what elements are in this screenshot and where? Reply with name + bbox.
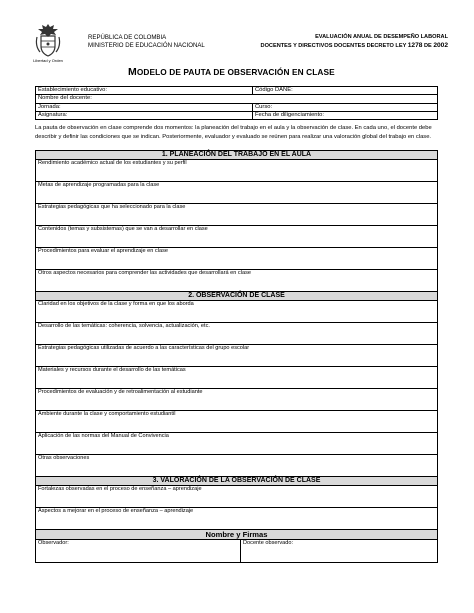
document-header <box>28 22 448 62</box>
form-row[interactable]: Metas de aprendizaje programadas para la clase <box>36 182 438 204</box>
form-row[interactable]: Procedimientos de evaluación y de retroalimentación al estudiante <box>36 389 438 411</box>
form-row[interactable]: Rendimiento académico actual de los estudiantes y su perfil <box>36 160 438 182</box>
docente-observado-signature-field[interactable]: Docente observado: <box>241 540 438 563</box>
seal-caption: Libertad y Orden <box>33 58 63 63</box>
observador-signature-field[interactable]: Observador: <box>36 540 241 563</box>
form-row[interactable]: Ambiente durante la clase y comportamiento estudiantil <box>36 411 438 433</box>
observation-table <box>35 150 438 563</box>
ministry-name: MINISTERIO DE EDUCACIÓN NACIONAL <box>88 41 205 49</box>
form-row[interactable]: Materiales y recursos durante el desarrollo de las temáticas <box>36 367 438 389</box>
form-row[interactable]: Estrategias pedagógicas utilizadas de acuerdo a las características del grupo escolar <box>36 345 438 367</box>
form-row[interactable]: Contenidos (temas y subsistemas) que se van a desarrollar en clase <box>36 226 438 248</box>
evaluation-title: EVALUACIÓN ANUAL DE DESEMPEÑO LABORAL <box>315 34 448 40</box>
general-info-table <box>35 86 438 120</box>
establecimiento-field[interactable]: Establecimiento educativo: <box>36 87 253 95</box>
document-title: MODELO DE PAUTA DE OBSERVACIÓN EN CLASE <box>128 66 335 78</box>
fecha-field[interactable]: Fecha de diligenciamiento: <box>253 111 438 119</box>
nombre-docente-field[interactable]: Nombre del docente: <box>36 95 438 103</box>
form-row[interactable]: Fortalezas observadas en el proceso de enseñanza – aprendizaje <box>36 486 438 508</box>
republic-name: REPÚBLICA DE COLOMBIA <box>88 34 167 41</box>
form-row[interactable]: Estrategias pedagógicas que ha seleccionado para la clase <box>36 204 438 226</box>
form-row[interactable]: Otros aspectos necesarios para comprender las actividades que desarrollará en clase <box>36 270 438 292</box>
evaluation-block <box>261 34 448 50</box>
form-row[interactable]: Aspectos a mejorar en el proceso de enseñanza – aprendizaje <box>36 508 438 530</box>
form-row[interactable]: Procedimientos para evaluar el aprendizaje en clase <box>36 248 438 270</box>
curso-field[interactable]: Curso: <box>253 103 438 111</box>
form-row[interactable]: Desarrollo de las temáticas: coherencia, solvencia, actualización, etc. <box>36 323 438 345</box>
codigo-dane-field[interactable]: Código DANE: <box>253 87 438 95</box>
form-row[interactable]: Otras observaciones <box>36 455 438 477</box>
jornada-field[interactable]: Jornada: <box>36 103 253 111</box>
asignatura-field[interactable]: Asignatura: <box>36 111 253 119</box>
form-row[interactable]: Aplicación de las normas del Manual de Convivencia <box>36 433 438 455</box>
decree-line: DOCENTES Y DIRECTIVOS DOCENTES DECRETO LEY 1278 DE 2002 <box>260 41 448 49</box>
section-header-firmas: Nombre y Firmas <box>36 530 438 540</box>
coat-of-arms-seal <box>34 22 62 58</box>
section-header-valoracion: 3. VALORACIÓN DE LA OBSERVACIÓN DE CLASE <box>36 477 438 486</box>
section-header-planeacion: 1. PLANEACIÓN DEL TRABAJO EN EL AULA <box>36 151 438 160</box>
form-row[interactable]: Claridad en los objetivos de la clase y forma en que los aborda <box>36 301 438 323</box>
section-header-observacion: 2. OBSERVACIÓN DE CLASE <box>36 292 438 301</box>
government-block <box>88 34 205 49</box>
intro-paragraph: La pauta de observación en clase comprende dos momentos: la planeación del trabajo en el aula y la observación de clase. En cada uno, el docente debe describir y definir las condiciones que se indican. Posteriormente, evaluador y evaluado se reúnen para realizar una valoración global del trabajo en clase. <box>35 125 432 140</box>
